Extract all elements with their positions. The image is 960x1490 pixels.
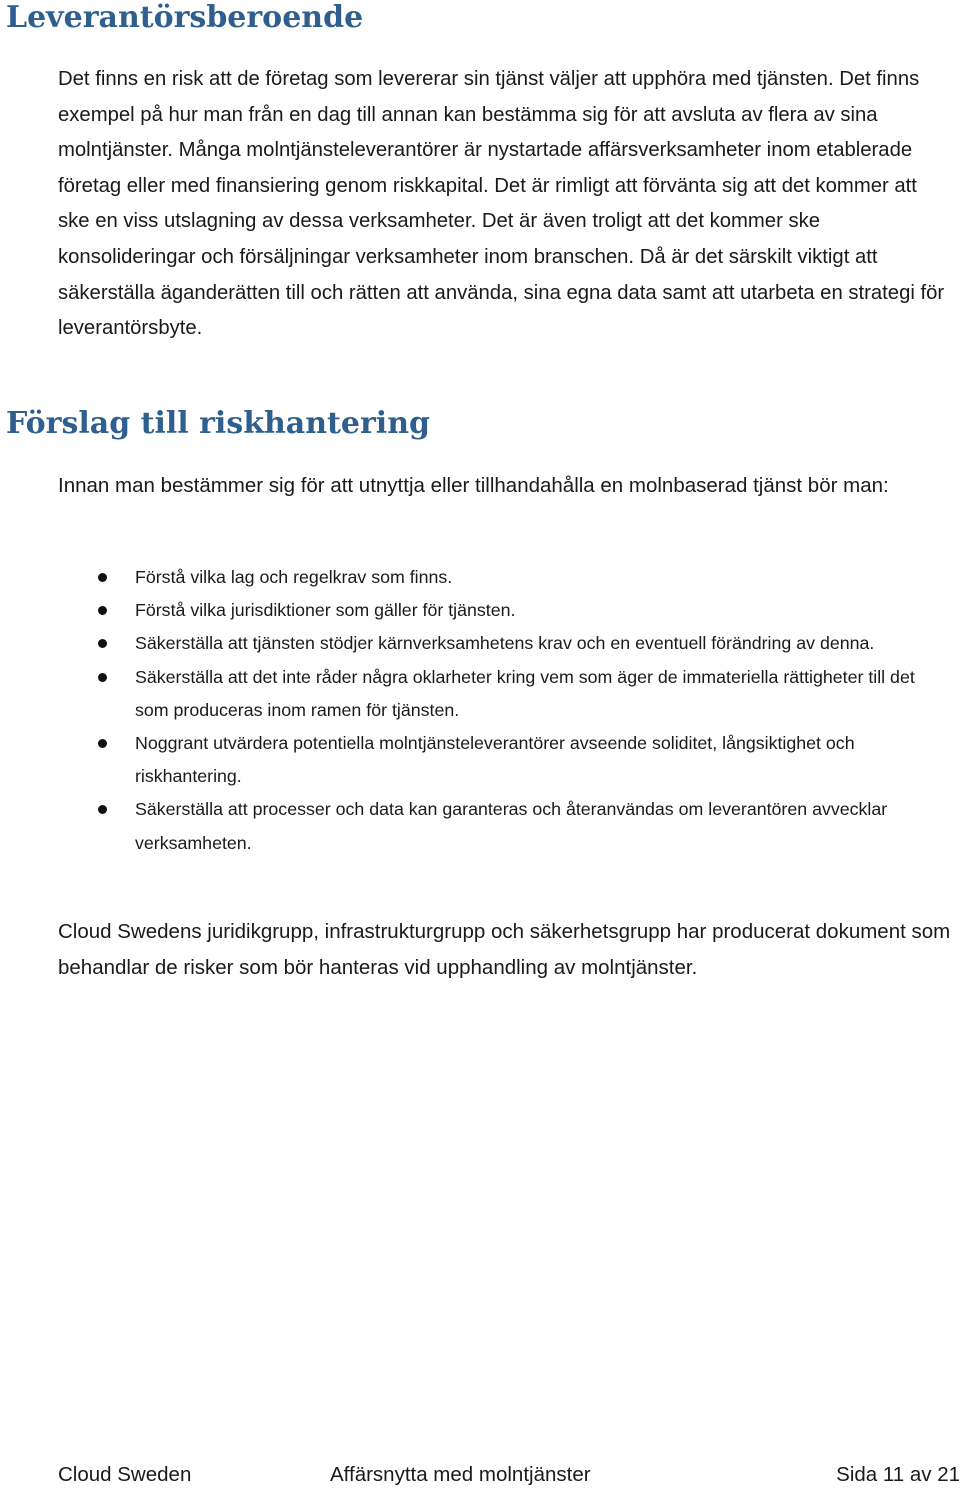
footer-organization: Cloud Sweden xyxy=(58,1463,192,1486)
heading-leverantorsberoende: Leverantörsberoende xyxy=(6,0,364,35)
page-footer xyxy=(0,1460,960,1490)
list-item xyxy=(58,627,953,660)
bullet-icon xyxy=(98,739,107,748)
footer-document-title: Affärsnytta med molntjänster xyxy=(330,1463,591,1486)
bullet-icon xyxy=(98,673,107,682)
list-item-text: Säkerställa att tjänsten stödjer kärnverksamhetens krav och en eventuell förändring av denna. xyxy=(135,633,875,654)
list-item xyxy=(58,793,953,859)
bullet-icon xyxy=(98,805,107,814)
list-item-text: Säkerställa att processer och data kan garanteras och återanvändas om leverantören avvecklar verksamheten. xyxy=(135,799,888,853)
list-item xyxy=(58,561,953,594)
bullet-list xyxy=(58,561,953,860)
bullet-icon xyxy=(98,639,107,648)
list-item-text: Förstå vilka lag och regelkrav som finns. xyxy=(135,567,453,587)
list-item-text: Förstå vilka jurisdiktioner som gäller för tjänsten. xyxy=(135,600,516,621)
footer-page-number: Sida 11 av 21 xyxy=(836,1463,960,1486)
list-item-text: Säkerställa att det inte råder några oklarheter kring vem som äger de immateriella rättigheter till det som produceras inom ramen för tjänsten. xyxy=(135,666,915,720)
list-item-text: Noggrant utvärdera potentiella molntjänsteleverantörer avseende soliditet, långsiktighet och riskhantering. xyxy=(135,733,855,787)
paragraph-intro: Innan man bestämmer sig för att utnyttja eller tillhandahålla en molnbaserad tjänst bör man: xyxy=(58,474,889,497)
list-item xyxy=(58,594,953,627)
bullet-icon xyxy=(98,573,107,582)
list-item xyxy=(58,661,953,727)
list-item xyxy=(58,727,953,793)
heading-forslag-till-riskhantering: Förslag till riskhantering xyxy=(6,406,430,441)
paragraph-leverantorsberoende: Det finns en risk att de företag som levererar sin tjänst väljer att upphöra med tjänsten. Det finns exempel på hur man från en dag till annan kan bestämma sig för att avsluta av flera av sina molntjänster. Många molntjänsteleverantörer är nystartade affärsverksamheter inom etablerade företag eller med finansiering genom riskkapital. Det är rimligt att förvänta sig att det kommer att ske en viss utslagning av dessa verksamheter. Det är även troligt att det kommer ske konsolideringar och försäljningar verksamheter inom branschen. Då är det särskilt viktigt att säkerställa äganderätten till och rätten att använda, sina egna data samt att utarbeta en strategi för leverantörsbyte. xyxy=(58,68,945,340)
paragraph-closing: Cloud Swedens juridikgrupp, infrastrukturgrupp och säkerhetsgrupp har producerat dokument som behandlar de risker som bör hanteras vid upphandling av molntjänster. xyxy=(58,920,951,979)
bullet-icon xyxy=(98,606,107,615)
